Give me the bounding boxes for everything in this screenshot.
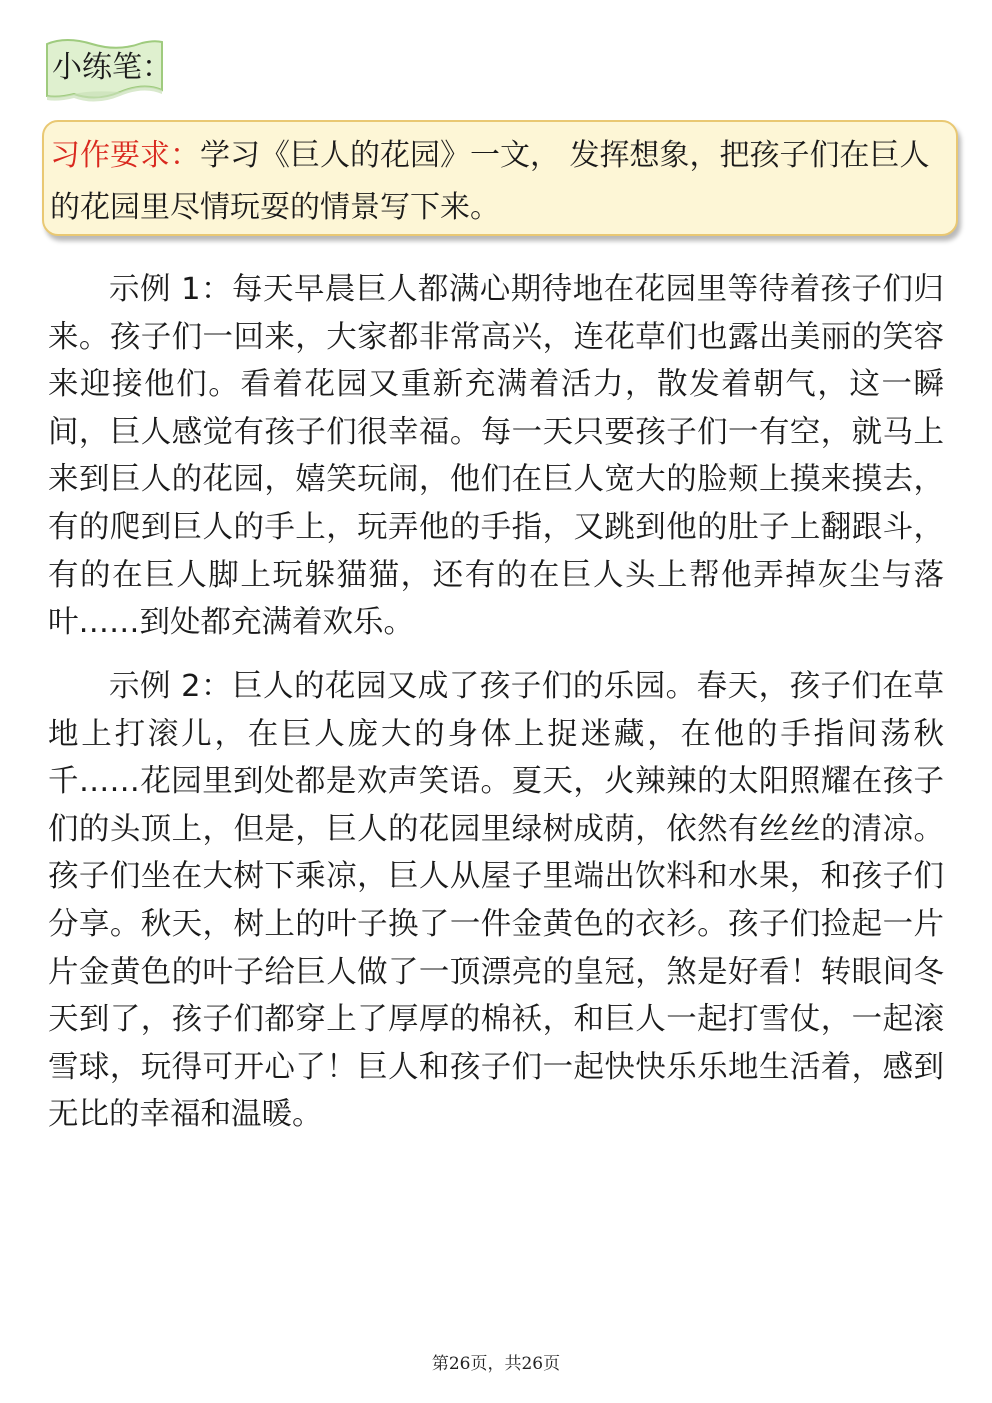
requirement-box [42, 120, 958, 236]
example-paragraph-2: 示例 2：巨人的花园又成了孩子们的乐园。春天，孩子们在草地上打滚儿，在巨人庞大的身体上捉迷藏，在他的手指间荡秋千……花园里到处都是欢声笑语。夏天，火辣辣的太阳照耀在孩子们的头顶上，但是，巨人的花园里绿树成荫，依然有丝丝的清凉。孩子们坐在大树下乘凉，巨人从屋子里端出饮料和水果，和孩子们分享。秋天，树上的叶子换了一件金黄色的衣衫。孩子们捡起一片片金黄色的叶子给巨人做了一顶漂亮的皇冠，煞是好看！转眼间冬天到了，孩子们都穿上了厚厚的棉袄，和巨人一起打雪仗，一起滚雪球，玩得可开心了！巨人和孩子们一起快快乐乐地生活着，感到无比的幸福和温暖。 [48, 669, 944, 1133]
requirement-body: 学习《巨人的花园》一文， 发挥想象，把孩子们在巨人的花园里尽情玩耍的情景写下来。 [50, 138, 930, 225]
section-tag-label: 小练笔： [52, 50, 172, 85]
requirement-text-block [50, 130, 950, 234]
section-tag-banner [44, 38, 172, 102]
example-paragraph-1: 示例 1：每天早晨巨人都满心期待地在花园里等待着孩子们归来。孩子们一回来，大家都非常高兴，连花草们也露出美丽的笑容来迎接他们。看着花园又重新充满着活力，散发着朝气，这一瞬间，巨人感觉有孩子们很幸福。每一天只要孩子们一有空，就马上来到巨人的花园，嬉笑玩闹，他们在巨人宽大的脸颊上摸来摸去，有的爬到巨人的手上，玩弄他的手指，又跳到他的肚子上翻跟斗，有的在巨人脚上玩躲猫猫，还有的在巨人头上帮他弄掉灰尘与落叶……到处都充满着欢乐。 [48, 272, 944, 641]
page-number-footer: 第26页，共26页 [431, 1354, 561, 1374]
requirement-label: 习作要求： [50, 138, 200, 173]
